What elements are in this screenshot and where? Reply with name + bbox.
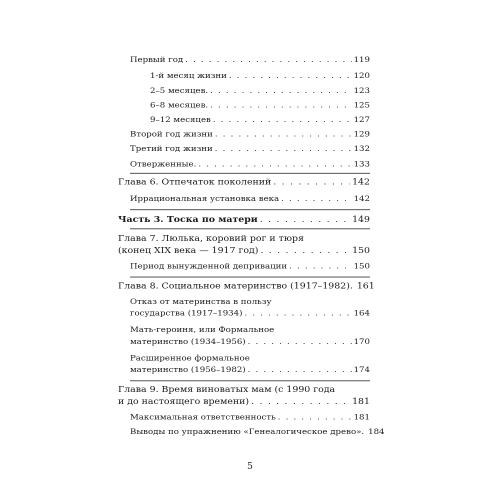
section-divider — [130, 173, 370, 174]
toc-entry-title: Первый год — [130, 55, 184, 65]
toc-entry-title: Иррациональная установка века — [130, 194, 280, 204]
toc-entry-page: 170 — [353, 337, 370, 347]
toc-entry — [130, 55, 370, 65]
toc-entry-title: государства (1917–1934) — [130, 309, 243, 319]
toc-entry-title: Максимальная ответственность — [130, 413, 276, 423]
toc-entry-page: 142 — [353, 194, 370, 204]
toc-leader-dots — [213, 116, 352, 126]
toc-entry-page: 164 — [353, 309, 370, 319]
toc-entry — [130, 130, 370, 140]
toc-entry-page: 150 — [353, 262, 370, 272]
toc-entry-title: Глава 6. Отпечаток поколений — [118, 177, 272, 188]
toc-entry-page: 150 — [352, 245, 370, 256]
toc-entry-page: 149 — [352, 214, 370, 225]
toc-entry-title: Третий год жизни — [130, 144, 213, 154]
section-divider — [130, 209, 370, 210]
toc-entry — [150, 72, 370, 82]
toc-part-entry — [118, 215, 370, 225]
toc-entry-title: 6–8 месяцев. — [150, 100, 209, 111]
toc-entry-title: Период вынужденной депривации — [130, 262, 288, 272]
toc-leader-dots — [229, 72, 352, 82]
toc-entry-page: 174 — [353, 365, 370, 375]
toc-chapter-entry — [118, 246, 370, 256]
toc-entry-page: 132 — [353, 144, 370, 154]
toc-entry-title-line: Отказ от материнства в пользу — [130, 297, 272, 307]
toc-entry-page: 123 — [353, 86, 370, 96]
toc-chapter-title-line: Глава 9. Время виноватых мам (с 1990 года — [118, 384, 336, 395]
toc-entry-title-line: Расширенное формальное — [130, 353, 250, 364]
toc-leader-dots — [244, 309, 351, 319]
toc-entry — [130, 427, 385, 438]
toc-leader-dots — [215, 145, 352, 155]
toc-entry — [150, 101, 370, 111]
toc-leader-dots — [278, 413, 352, 423]
toc-entry-title: 9–12 месяцев — [150, 115, 211, 125]
toc-leader-dots — [198, 160, 351, 170]
toc-entry-title: Второй год жизни — [130, 130, 213, 140]
toc-chapter-entry — [118, 281, 375, 292]
toc-entry-page: 127 — [353, 115, 370, 125]
toc-entry-page: 161 — [356, 281, 375, 292]
toc-leader-dots — [215, 130, 352, 140]
toc-leader-dots — [251, 397, 350, 407]
toc-leader-dots — [289, 262, 351, 272]
toc-entry-page: 181 — [352, 396, 370, 407]
section-divider — [130, 277, 370, 278]
toc-entry-title: 2–5 месяцев. — [150, 86, 209, 96]
toc-chapter-entry — [118, 177, 370, 187]
toc-leader-dots — [210, 101, 351, 111]
toc-entry — [130, 338, 370, 348]
toc-leader-dots — [185, 55, 351, 65]
toc-entry — [150, 86, 370, 96]
toc-entry — [130, 309, 370, 319]
toc-leader-dots — [273, 177, 350, 187]
toc-entry-title: и до настоящего времени) — [118, 396, 250, 407]
toc-leader-dots — [260, 215, 350, 225]
toc-entry — [150, 116, 370, 126]
toc-entry — [130, 160, 370, 170]
toc-entry-page: 133 — [353, 160, 370, 170]
toc-entry — [130, 195, 370, 205]
section-divider — [130, 228, 370, 229]
toc-entry-title: (конец XIX века — 1917 год) — [118, 245, 259, 256]
toc-entry-page: 120 — [353, 71, 370, 81]
toc-entry-page: 142 — [352, 177, 370, 188]
toc-leader-dots — [248, 338, 352, 348]
toc-leader-dots — [210, 86, 351, 96]
page-number: 5 — [247, 462, 253, 472]
toc-entry-page: 129 — [353, 130, 370, 140]
toc-entry-title: материнство (1956–1982) — [130, 365, 246, 375]
table-of-contents — [0, 5, 500, 460]
toc-entry-title: Выводы по упражнению «Генеалогическое древо». — [130, 427, 365, 437]
toc-entry-title: материнство (1934–1956) — [130, 337, 246, 347]
toc-entry — [130, 145, 370, 155]
toc-leader-dots — [260, 246, 350, 256]
toc-entry-page: 125 — [353, 100, 370, 111]
toc-entry-page: 184 — [368, 427, 385, 437]
toc-chapter-title-line: Глава 7. Люлька, коровий рог и тюря — [118, 233, 304, 244]
toc-leader-dots — [281, 195, 351, 205]
toc-entry-title-line: Мать-героиня, или Формальное — [130, 325, 275, 335]
toc-entry-title: Отверженные. — [130, 160, 197, 170]
toc-entry — [130, 413, 370, 423]
toc-entry — [130, 262, 370, 272]
section-divider — [130, 380, 370, 381]
toc-leader-dots — [248, 366, 352, 376]
toc-chapter-entry — [118, 397, 370, 407]
toc-entry-page: 119 — [353, 55, 370, 65]
toc-entry-title: Глава 8. Социальное материнство (1917–1982). — [118, 281, 353, 292]
toc-entry-title: Часть 3. Тоска по матери — [118, 214, 258, 225]
toc-entry-title: 1-й месяц жизни — [150, 71, 227, 81]
toc-entry-page: 181 — [353, 413, 370, 423]
toc-entry — [130, 366, 370, 376]
